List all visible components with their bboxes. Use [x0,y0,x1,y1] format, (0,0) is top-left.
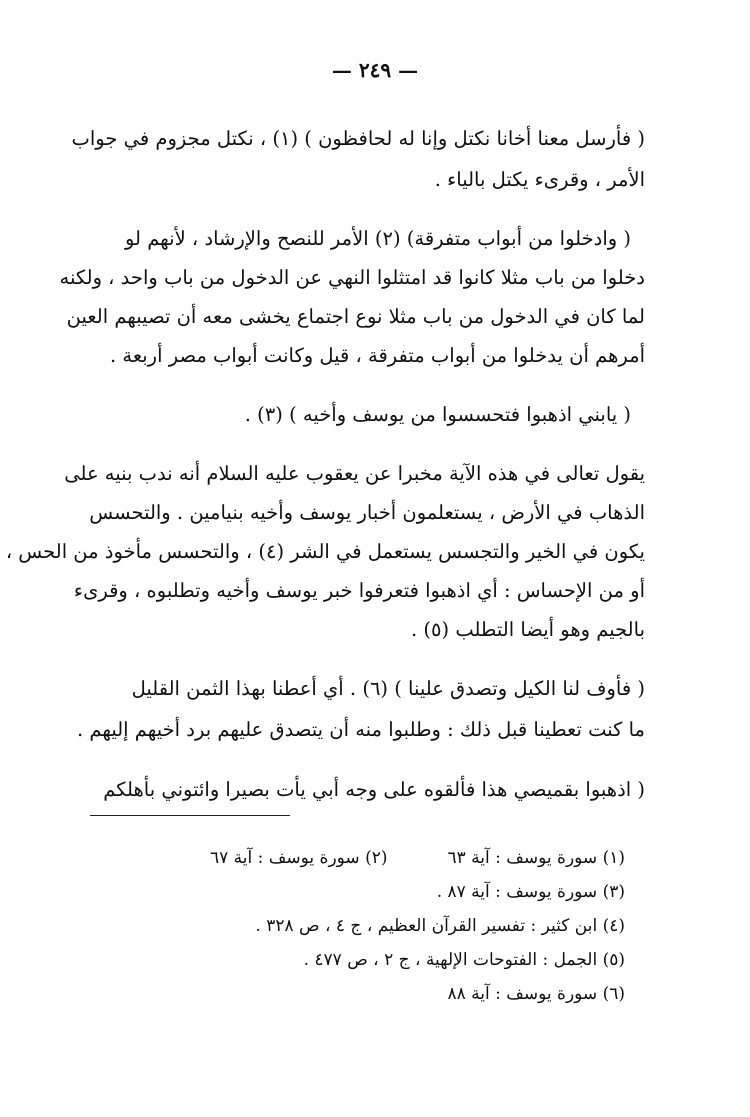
paragraph-6 [103,769,645,810]
paragraph-1 [71,118,645,200]
footnote-2: (٢) سورة يوسف : آية ٦٧ [210,848,388,868]
paragraph-3 [110,394,645,435]
text-line: أمرهم أن يدخلوا من أبواب متفرقة ، قيل وكانت أبواب مصر أربعة . [110,344,645,367]
text-line: الذهاب في الأرض ، يستعلمون أخبار يوسف وأخيه بنيامين . والتحسس [89,501,645,524]
text-line: ( يابني اذهبوا فتحسسوا من يوسف وأخيه ) (٣) . [244,403,631,426]
footnote-1: (١) سورة يوسف : آية ٦٣ [447,848,625,868]
text-line: ( فأوف لنا الكيل وتصدق علينا ) (٦) . أي أعطنا بهذا الثمن القليل [131,677,645,700]
footnote-5: (٥) الجمل : الفتوحات الإلهية ، ج ٢ ، ص ٤٧٧ . [303,950,625,970]
text-line: ( فأرسل معنا أخانا نكتل وإنا له لحافظون ) (١) ، نكتل مجزوم في جواب [71,127,645,150]
text-line: يكون في الخير والتجسس يستعمل في الشر (٤) ، والتحسس مأخوذ من الحس ، [5,540,645,563]
footnote-row [105,944,625,978]
main-text [5,118,645,829]
text-line: أو من الإحساس : أي اذهبوا فتعرفوا خبر يوسف وأخيه وتطلبوه ، وقرىء [73,579,645,602]
footnote-4: (٤) ابن كثير : تفسير القرآن العظيم ، ج ٤ ، ص ٣٢٨ . [255,916,625,936]
footnote-6: (٦) سورة يوسف : آية ٨٨ [447,984,625,1004]
text-line: ما كنت تعطينا قبل ذلك : وطلبوا منه أن يتصدق عليهم برد أخيهم إليهم . [76,718,645,741]
text-line: يقول تعالى في هذه الآية مخبرا عن يعقوب عليه السلام أنه ندب بنيه على [64,462,645,485]
text-line: بالجيم وهو أيضا التطلب (٥) . [411,618,645,641]
footnote-row [105,876,625,910]
footnotes [105,842,625,1012]
paragraph-5 [76,668,645,750]
text-line: دخلوا من باب مثلا كانوا قد امتثلوا النهي عن الدخول من باب واحد ، ولكنه [59,266,645,289]
text-line: الأمر ، وقرىء يكتل بالياء . [434,168,645,191]
text-line: ( اذهبوا بقميصي هذا فألقوه على وجه أبي يأت بصيرا وائتوني بأهلكم [103,778,645,801]
footnote-row [105,842,625,876]
text-line: ( وادخلوا من أبواب متفرقة) (٢) الأمر للنصح والإرشاد ، لأنهم لو [124,227,631,250]
paragraph-2 [59,219,645,375]
footnote-row [105,978,625,1012]
footnote-divider [90,815,290,816]
text-line: لما كان في الدخول من باب مثلا نوع اجتماع يخشى معه أن تصيبهم العين [66,305,645,328]
page-number: — ٢٤٩ — [331,58,419,82]
footnote-3: (٣) سورة يوسف : آية ٨٧ . [436,882,625,902]
paragraph-4 [5,454,645,649]
footnote-row [105,910,625,944]
